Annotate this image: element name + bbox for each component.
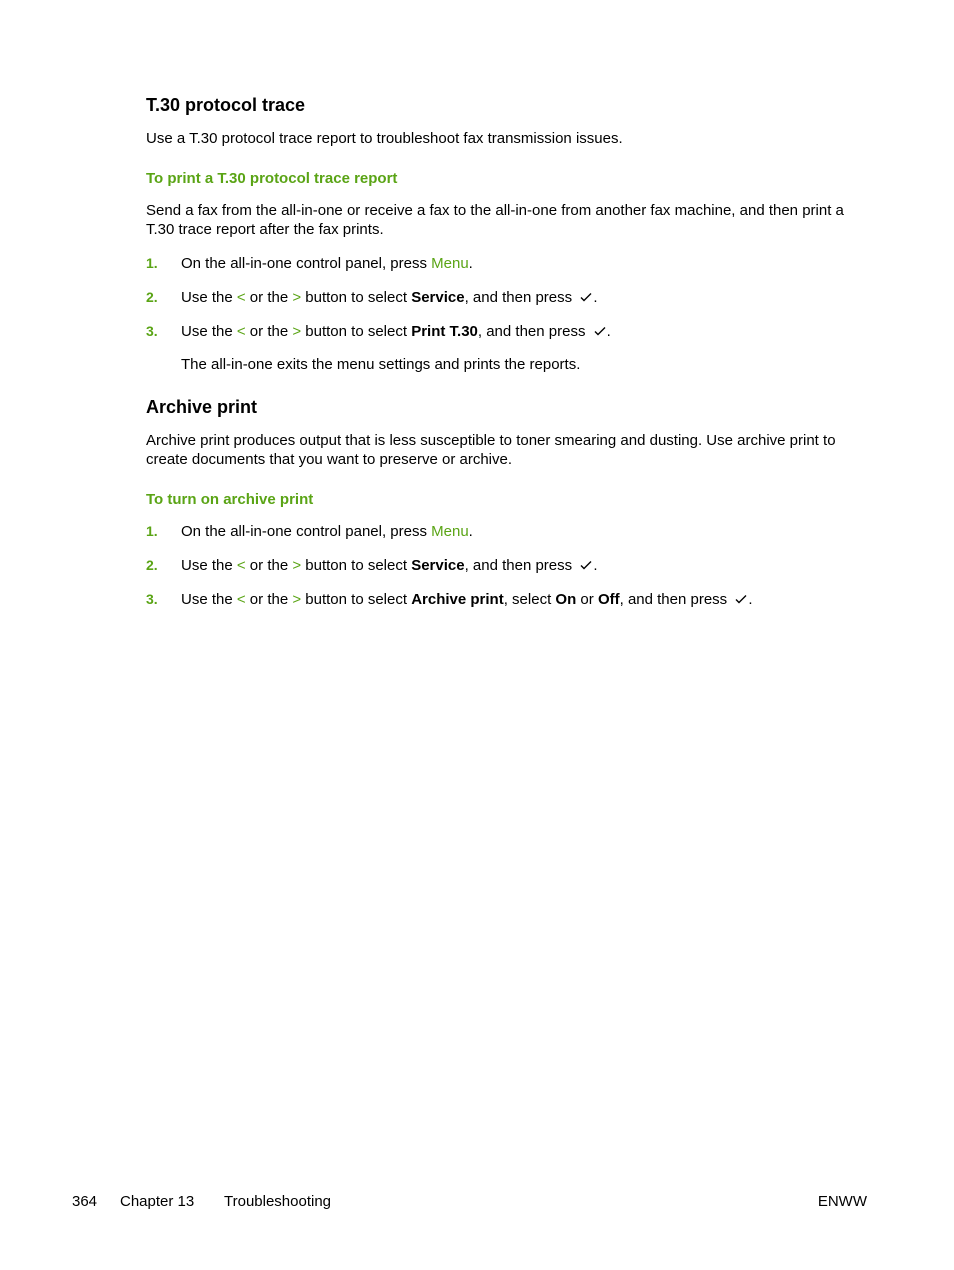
step-text: . bbox=[748, 591, 753, 608]
step-text: button to select bbox=[301, 557, 412, 574]
right-arrow-button-ref: > bbox=[292, 323, 302, 340]
step-text: Use the bbox=[181, 557, 237, 574]
step-text: On the all-in-one control panel, press bbox=[181, 255, 432, 272]
menu-option-print-t30: Print T.30 bbox=[411, 323, 478, 340]
section-heading-t30: T.30 protocol trace bbox=[146, 95, 306, 115]
checkmark-icon bbox=[734, 592, 748, 606]
checkmark-icon bbox=[579, 558, 593, 572]
step-number: 3. bbox=[146, 323, 158, 339]
step-text: . bbox=[468, 523, 473, 540]
step-text: . bbox=[593, 557, 598, 574]
menu-button-ref: Menu bbox=[431, 523, 469, 540]
step-text: or bbox=[576, 591, 598, 608]
right-arrow-button-ref: > bbox=[292, 591, 302, 608]
menu-option-service: Service bbox=[411, 557, 465, 574]
step-number: 2. bbox=[146, 557, 158, 573]
section-intro-archive: Archive print produces output that is less susceptible to toner smearing and dusting. Use archive print to create documents that you want to preserve or archive. bbox=[146, 432, 836, 468]
step-text: Use the bbox=[181, 591, 237, 608]
step-text: , and then press bbox=[619, 591, 732, 608]
step-text: or the bbox=[245, 289, 293, 306]
step-text: button to select bbox=[301, 289, 412, 306]
left-arrow-button-ref: < bbox=[236, 323, 246, 340]
step-text: button to select bbox=[301, 323, 412, 340]
section-heading-archive: Archive print bbox=[146, 397, 258, 417]
step-text: or the bbox=[245, 591, 293, 608]
right-arrow-button-ref: > bbox=[292, 557, 302, 574]
step-number: 1. bbox=[146, 523, 158, 539]
left-arrow-button-ref: < bbox=[236, 591, 246, 608]
step-text: . bbox=[593, 289, 598, 306]
step-text: button to select bbox=[301, 591, 412, 608]
step-text: or the bbox=[245, 323, 293, 340]
step-number: 2. bbox=[146, 289, 158, 305]
left-arrow-button-ref: < bbox=[236, 557, 246, 574]
menu-button-ref: Menu bbox=[431, 255, 469, 272]
step-text: , select bbox=[503, 591, 556, 608]
subheading-archive: To turn on archive print bbox=[146, 491, 314, 508]
step-text: , and then press bbox=[477, 323, 590, 340]
step-number: 3. bbox=[146, 591, 158, 607]
page-number: 364 bbox=[72, 1193, 98, 1210]
menu-option-service: Service bbox=[411, 289, 465, 306]
checkmark-icon bbox=[579, 290, 593, 304]
subheading-print-t30: To print a T.30 protocol trace report bbox=[146, 170, 398, 187]
menu-option-archive-print: Archive print bbox=[411, 591, 504, 608]
step-text: , and then press bbox=[464, 289, 577, 306]
body-text-t30: Send a fax from the all-in-one or receive a fax to the all-in-one from another fax machine, and then print a T.30 trace report after the fax prints. bbox=[146, 202, 844, 238]
section-intro-t30: Use a T.30 protocol trace report to troubleshoot fax transmission issues. bbox=[146, 130, 623, 147]
step-text: On the all-in-one control panel, press bbox=[181, 523, 432, 540]
footer-locale: ENWW bbox=[817, 1193, 867, 1210]
step-number: 1. bbox=[146, 255, 158, 271]
footer-chapter: Chapter 13 bbox=[120, 1193, 195, 1210]
left-arrow-button-ref: < bbox=[236, 289, 246, 306]
right-arrow-button-ref: > bbox=[292, 289, 302, 306]
step-text: . bbox=[468, 255, 473, 272]
step-text: , and then press bbox=[464, 557, 577, 574]
step-text: Use the bbox=[181, 323, 237, 340]
step-note: The all-in-one exits the menu settings and prints the reports. bbox=[181, 356, 581, 373]
step-text: . bbox=[606, 323, 611, 340]
option-off: Off bbox=[597, 591, 620, 608]
option-on: On bbox=[555, 591, 577, 608]
footer-chapter-title: Troubleshooting bbox=[224, 1193, 332, 1210]
step-text: or the bbox=[245, 557, 293, 574]
checkmark-icon bbox=[593, 324, 607, 338]
step-text: Use the bbox=[181, 289, 237, 306]
